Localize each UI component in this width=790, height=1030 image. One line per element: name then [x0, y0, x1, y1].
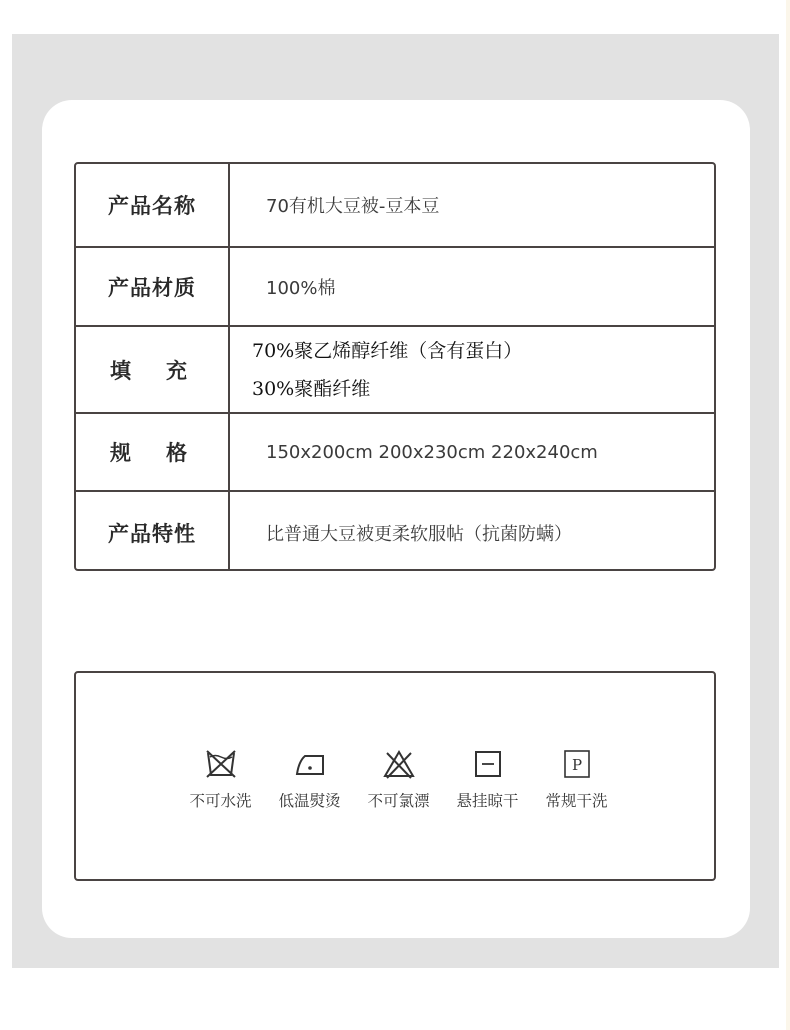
care-label: 不可水洗 [189, 792, 252, 810]
spec-label: 产品材质 [108, 275, 196, 300]
spec-label-char: 格 [166, 441, 188, 465]
spec-row-material [76, 248, 714, 327]
spec-row-feature [76, 492, 714, 571]
care-label: 不可氯漂 [367, 792, 430, 810]
hang-dry-icon [471, 747, 505, 781]
spec-label-char: 填 [110, 358, 132, 383]
care-item [354, 747, 443, 811]
spec-value: 100%棉 [266, 277, 336, 299]
no-wash-icon [204, 747, 238, 781]
care-item [532, 747, 621, 811]
spec-value: 70有机大豆被-豆本豆 [266, 196, 440, 217]
spec-label: 产品名称 [108, 194, 196, 218]
spec-value-line: 70%聚乙烯醇纤维（含有蛋白） [252, 339, 523, 362]
care-item [176, 747, 265, 811]
care-item [443, 747, 532, 811]
page-edge [786, 0, 790, 1030]
spec-label [76, 414, 228, 490]
spec-value [230, 327, 714, 412]
no-bleach-icon [382, 747, 416, 781]
low-iron-icon [293, 747, 327, 781]
care-item [265, 747, 354, 811]
care-label: 悬挂晾干 [456, 792, 519, 810]
spec-label: 产品特性 [108, 521, 196, 546]
care-icons-row [176, 747, 621, 811]
spec-value: 比普通大豆被更柔软服帖（抗菌防螨） [266, 523, 572, 545]
spec-label-char: 充 [166, 358, 188, 383]
spec-label-char: 规 [110, 441, 132, 465]
spec-row-size [76, 414, 714, 492]
spec-row-name [76, 164, 714, 248]
care-label: 常规干洗 [545, 792, 608, 810]
spec-value: 150x200cm 200x230cm 220x240cm [266, 441, 598, 463]
spec-table [74, 162, 716, 571]
spec-row-filling [76, 327, 714, 414]
spec-value-line: 30%聚酯纤维 [252, 377, 371, 400]
dry-clean-icon [560, 747, 594, 781]
spec-label [76, 327, 228, 412]
care-instructions-box [74, 671, 716, 881]
care-label: 低温熨烫 [278, 792, 341, 810]
svg-text:P: P [571, 756, 582, 774]
